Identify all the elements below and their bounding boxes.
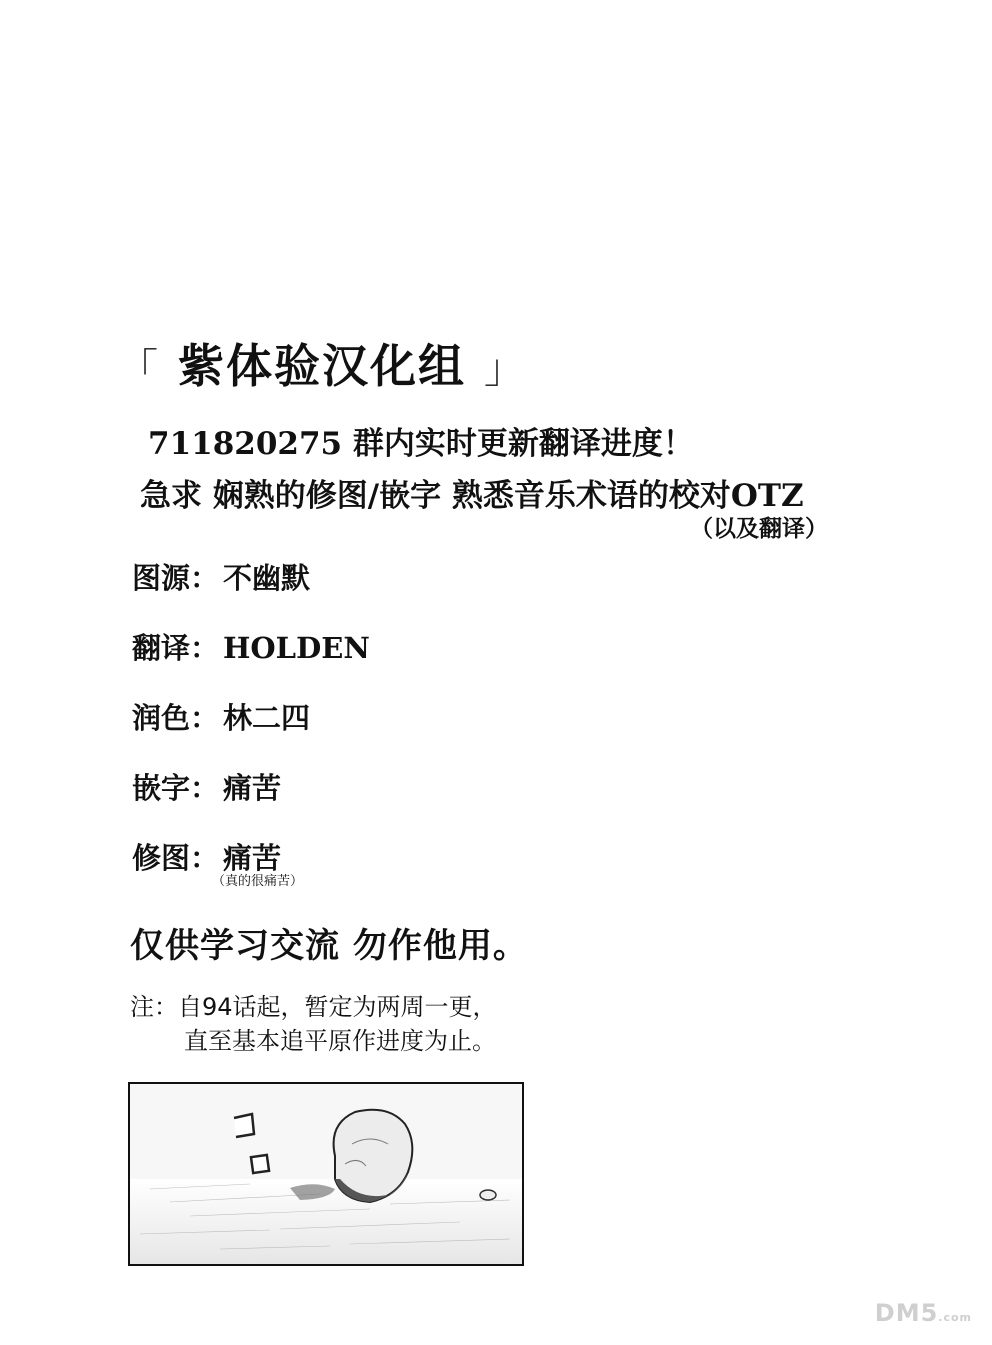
note-line-1: 注：自94话起，暂定为两周一更，: [130, 993, 497, 1021]
credit-name: 不幽默: [223, 561, 311, 595]
credit-name: 痛苦: [223, 771, 282, 805]
credit-sub-note: （真的很痛苦）: [212, 874, 304, 889]
credit-translation: [132, 626, 370, 667]
bracket-open: 「: [118, 346, 160, 392]
credit-role: 图源：: [132, 561, 220, 595]
bracket-close: 」: [484, 346, 527, 392]
credit-role: 嵌字：: [132, 771, 220, 805]
schedule-note: [130, 990, 497, 1058]
manga-panel: [128, 1082, 524, 1266]
credit-typeset: [132, 766, 281, 807]
credit-source: [132, 556, 310, 597]
credit-name: 痛苦: [223, 841, 282, 875]
credit-proofread: [132, 696, 310, 737]
credit-name: HOLDEN: [223, 631, 370, 665]
site-watermark: [875, 1299, 972, 1327]
disclaimer: 仅供学习交流 勿作他用。: [130, 926, 528, 966]
recruit-note: （以及翻译）: [690, 515, 828, 542]
group-title: [118, 330, 526, 396]
credit-name: 林二四: [223, 701, 311, 735]
credit-role: 修图：: [132, 841, 220, 875]
credit-role: 翻译：: [132, 631, 220, 665]
qq-group-line: 711820275 群内实时更新翻译进度！: [148, 426, 694, 462]
recruit-line: 急求 娴熟的修图/嵌字 熟悉音乐术语的校对OTZ: [140, 478, 804, 514]
group-name: 紫体验汉化组: [178, 339, 467, 393]
watermark-text: DM5: [874, 1299, 939, 1327]
credit-role: 润色：: [132, 701, 220, 735]
note-line-2: 直至基本追平原作进度为止。: [184, 1027, 496, 1055]
panel-illustration: [130, 1084, 522, 1264]
watermark-suffix: .com: [938, 1311, 972, 1324]
